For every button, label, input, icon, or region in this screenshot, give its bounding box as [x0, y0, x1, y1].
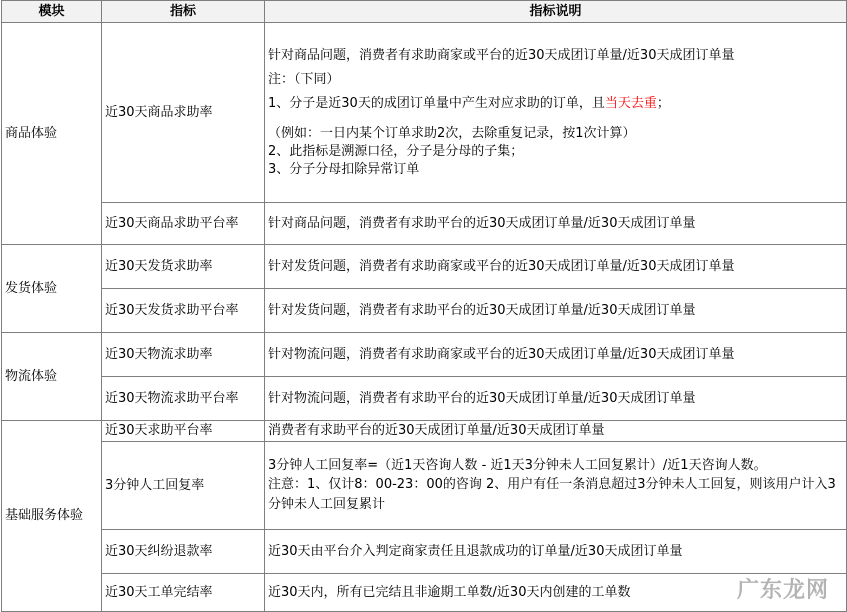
table-row — [2, 421, 847, 442]
table-row — [2, 442, 847, 530]
metric-shipping-platform-rate: 近30天发货求助平台率 — [102, 289, 265, 333]
header-desc: 指标说明 — [265, 1, 847, 23]
module-product: 商品体验 — [2, 23, 102, 245]
desc-ticket-completion-rate: 近30天内，所有已完结且非逾期工单数/近30天内创建的工单数 — [265, 574, 847, 612]
metrics-table — [1, 0, 847, 612]
table-row — [2, 203, 847, 245]
desc-shipping-help-rate: 针对发货问题，消费者有求助商家或平台的近30天成团订单量/近30天成团订单量 — [265, 245, 847, 289]
desc-note: 注：（下同） — [268, 71, 340, 87]
metric-logistics-platform-rate: 近30天物流求助平台率 — [102, 377, 265, 421]
module-shipping: 发货体验 — [2, 245, 102, 333]
desc-3min-reply-rate — [265, 442, 847, 530]
metric-dispute-refund-rate: 近30天纠纷退款率 — [102, 530, 265, 574]
metric-shipping-help-rate: 近30天发货求助率 — [102, 245, 265, 289]
desc-example: （例如：一日内某个订单求助2次，去除重复记录，按1次计算） — [268, 125, 636, 141]
table-row — [2, 574, 847, 612]
desc-shipping-platform-rate: 针对发货问题，消费者有求助平台的近30天成团订单量/近30天成团订单量 — [265, 289, 847, 333]
header-module: 模块 — [2, 1, 102, 23]
desc-platform-help-rate: 消费者有求助平台的近30天成团订单量/近30天成团订单量 — [265, 421, 847, 442]
header-row — [2, 1, 847, 23]
table-row — [2, 245, 847, 289]
desc-line: 3分钟人工回复率=（近1天咨询人数 - 近1天3分钟未人工回复累计）/近1天咨询人数。 — [268, 457, 767, 473]
watermark-logo: 广东龙网 — [736, 577, 829, 603]
table-row — [2, 377, 847, 421]
desc-line: 3、分子分母扣除异常订单 — [268, 161, 420, 177]
desc-product-help-rate — [265, 23, 847, 203]
table-row — [2, 289, 847, 333]
metric-product-help-rate: 近30天商品求助率 — [102, 23, 265, 203]
desc-logistics-help-rate: 针对物流问题，消费者有求助商家或平台的近30天成团订单量/近30天成团订单量 — [265, 333, 847, 377]
module-basic-service: 基础服务体验 — [2, 421, 102, 612]
desc-dispute-refund-rate: 近30天由平台介入判定商家责任且退款成功的订单量/近30天成团订单量 — [265, 530, 847, 574]
metric-platform-help-rate: 近30天求助平台率 — [102, 421, 265, 442]
desc-line: 2、此指标是溯源口径，分子是分母的子集； — [268, 143, 524, 159]
metric-3min-reply-rate: 3分钟人工回复率 — [102, 442, 265, 530]
desc-logistics-platform-rate: 针对物流问题，消费者有求助平台的近30天成团订单量/近30天成团订单量 — [265, 377, 847, 421]
desc-text: 1、分子是近30天的成团订单量中产生对应求助的订单，且 — [268, 95, 605, 111]
desc-highlight-dedup: 当天去重 — [604, 95, 657, 111]
table-row — [2, 333, 847, 377]
metric-product-platform-rate: 近30天商品求助平台率 — [102, 203, 265, 245]
metric-ticket-completion-rate: 近30天工单完结率 — [102, 574, 265, 612]
header-metric: 指标 — [102, 1, 265, 23]
table-row — [2, 23, 847, 203]
desc-product-platform-rate: 针对商品问题，消费者有求助平台的近30天成团订单量/近30天成团订单量 — [265, 203, 847, 245]
desc-line: 针对商品问题，消费者有求助商家或平台的近30天成团订单量/近30天成团订单量 — [268, 47, 735, 63]
desc-text: ； — [656, 95, 670, 111]
module-logistics: 物流体验 — [2, 333, 102, 421]
table-row — [2, 530, 847, 574]
desc-line — [268, 95, 843, 113]
metric-logistics-help-rate: 近30天物流求助率 — [102, 333, 265, 377]
desc-note: 注意：1、仅计8：00-23：00的咨询 2、用户有任一条消息超过3分钟未人工回复，则该用户计入3分钟未人工回复累计 — [268, 476, 836, 512]
